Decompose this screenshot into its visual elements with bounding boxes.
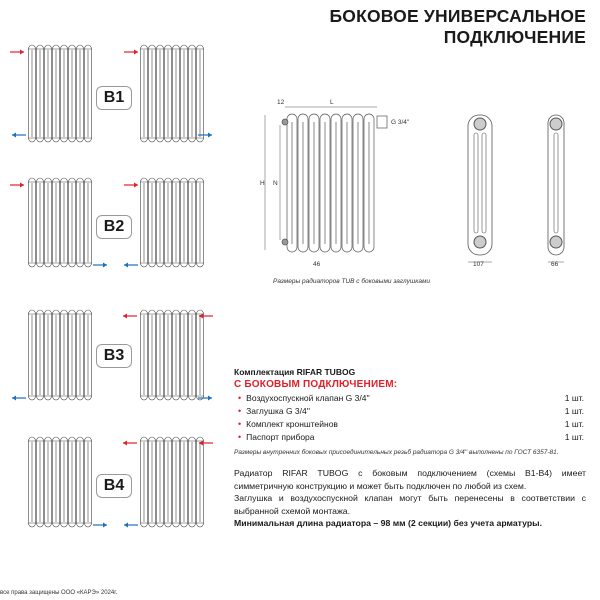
dim-66: 66 (551, 261, 559, 268)
kit-item: • Паспорт прибора 1 шт. (238, 432, 584, 442)
scheme-label-b4: B4 (96, 474, 132, 498)
dim-107: 107 (473, 261, 484, 268)
flow-arrow-icon (12, 133, 26, 138)
dim-12: 12 (277, 99, 285, 106)
dim-h: H (260, 180, 265, 187)
flow-arrow-icon (124, 263, 138, 268)
dim-n: N (273, 180, 278, 187)
radiator-icon (28, 310, 92, 400)
flow-arrow-icon (12, 396, 26, 401)
kit-note: Размеры внутренних боковых присоединительных резьб радиатора G 3/4'' выполнены по ГОСТ 6357-81. (234, 449, 559, 456)
bullet-icon: • (238, 432, 242, 442)
page-title: БОКОВОЕ УНИВЕРСАЛЬНОЕ ПОДКЛЮЧЕНИЕ (329, 6, 586, 47)
scheme-label-b3: B3 (96, 344, 132, 368)
radiator-icon (28, 178, 92, 267)
flow-arrow-icon (93, 523, 107, 528)
dimension-drawing (240, 90, 600, 280)
flow-arrow-icon (124, 183, 138, 188)
bullet-icon: • (238, 393, 242, 403)
kit-item: • Комплект кронштейнов 1 шт. (238, 419, 584, 429)
dim-46: 46 (313, 261, 321, 268)
kit-subheading: С БОКОВЫМ ПОДКЛЮЧЕНИЕМ: (234, 379, 398, 390)
flow-arrow-icon (93, 263, 107, 268)
flow-arrow-icon (123, 314, 137, 319)
kit-list (234, 392, 584, 444)
flow-arrow-icon (124, 50, 138, 55)
radiator-icon (140, 437, 204, 527)
radiator-icon (28, 437, 92, 527)
copyright: все права защищены ООО «КАРЭ» 2024г. (0, 590, 118, 596)
flow-arrow-icon (10, 183, 24, 188)
flow-arrow-icon (10, 50, 24, 55)
flow-arrow-icon (124, 523, 138, 528)
kit-heading: Комплектация RIFAR TUBOG (234, 367, 356, 377)
radiator-icon (140, 45, 204, 142)
scheme-label-b2: B2 (96, 215, 132, 239)
kit-item: • Заглушка G 3/4'' 1 шт. (238, 406, 584, 416)
flow-arrow-icon (123, 441, 137, 446)
bullet-icon: • (238, 419, 242, 429)
kit-item: • Воздухоспускной клапан G 3/4'' 1 шт. (238, 393, 584, 403)
thread-label: G 3/4'' (391, 119, 410, 126)
kit-section (234, 367, 584, 444)
scheme-label-b1: B1 (96, 86, 132, 110)
radiator-icon (140, 310, 204, 400)
description: Радиатор RIFAR TUBOG с боковым подключением (схемы В1-В4) имеет симметричную конструкцию и может быть подключен по любой из схем. Заглушка и воздухоспускной клапан могут быть перенесены в соответствии с выбранной схемой монтажа. Минимальная длина радиатора – 98 мм (2 секции) без учета арматуры. (234, 468, 586, 528)
dim-l: L (330, 99, 334, 106)
bullet-icon: • (238, 406, 242, 416)
drawing-caption: Размеры радиаторов TUB с боковыми заглушками (273, 278, 431, 285)
radiator-icon (140, 178, 204, 267)
radiator-icon (28, 45, 92, 142)
